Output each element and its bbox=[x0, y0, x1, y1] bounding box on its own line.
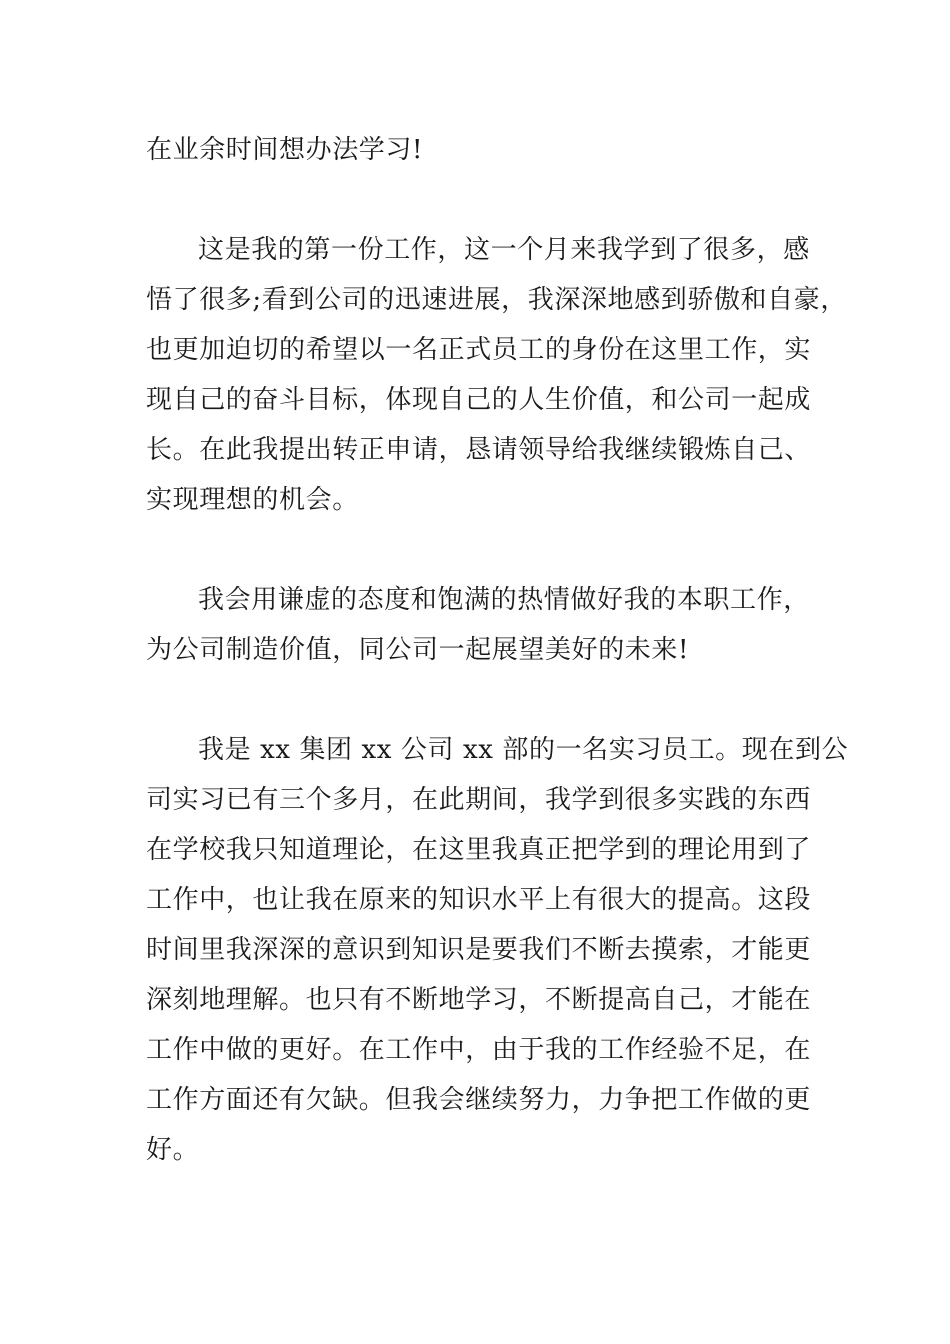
paragraph-4-line-7: 工作中做的更好。在工作中，由于我的工作经验不足，在 bbox=[146, 1035, 812, 1065]
paragraph-4-line-2: 司实习已有三个多月，在此期间，我学到很多实践的东西 bbox=[146, 785, 812, 815]
paragraph-2-line-1: 这是我的第一份工作，这一个月来我学到了很多，感 bbox=[198, 235, 810, 265]
paragraph-2-line-2: 悟了很多;看到公司的迅速进展，我深深地感到骄傲和自豪， bbox=[146, 285, 847, 315]
paragraph-4-line-5: 时间里我深深的意识到知识是要我们不断去摸索，才能更 bbox=[146, 935, 812, 965]
paragraph-4-line-4: 工作中，也让我在原来的知识水平上有很大的提高。这段 bbox=[146, 885, 812, 915]
paragraph-2-line-6: 实现理想的机会。 bbox=[146, 485, 359, 515]
paragraph-4-line-3: 在学校我只知道理论，在这里我真正把学到的理论用到了 bbox=[146, 835, 812, 865]
paragraph-2-line-3: 也更加迫切的希望以一名正式员工的身份在这里工作，实 bbox=[146, 335, 812, 365]
paragraph-3-line-1: 我会用谦虚的态度和饱满的热情做好我的本职工作， bbox=[198, 585, 810, 615]
paragraph-2-line-5: 长。在此我提出转正申请，恳请领导给我继续锻炼自己、 bbox=[146, 435, 812, 465]
paragraph-4-line-1: 我是 xx 集团 xx 公司 xx 部的一名实习员工。现在到公 bbox=[198, 735, 849, 765]
paragraph-4-line-8: 工作方面还有欠缺。但我会继续努力，力争把工作做的更 bbox=[146, 1085, 812, 1115]
paragraph-1-line-1: 在业余时间想办法学习! bbox=[146, 135, 424, 165]
paragraph-4-line-9: 好。 bbox=[146, 1135, 200, 1165]
paragraph-4-line-6: 深刻地理解。也只有不断地学习，不断提高自己，才能在 bbox=[146, 985, 812, 1015]
paragraph-3-line-2: 为公司制造价值，同公司一起展望美好的未来! bbox=[146, 635, 690, 665]
paragraph-2-line-4: 现自己的奋斗目标，体现自己的人生价值，和公司一起成 bbox=[146, 385, 812, 415]
